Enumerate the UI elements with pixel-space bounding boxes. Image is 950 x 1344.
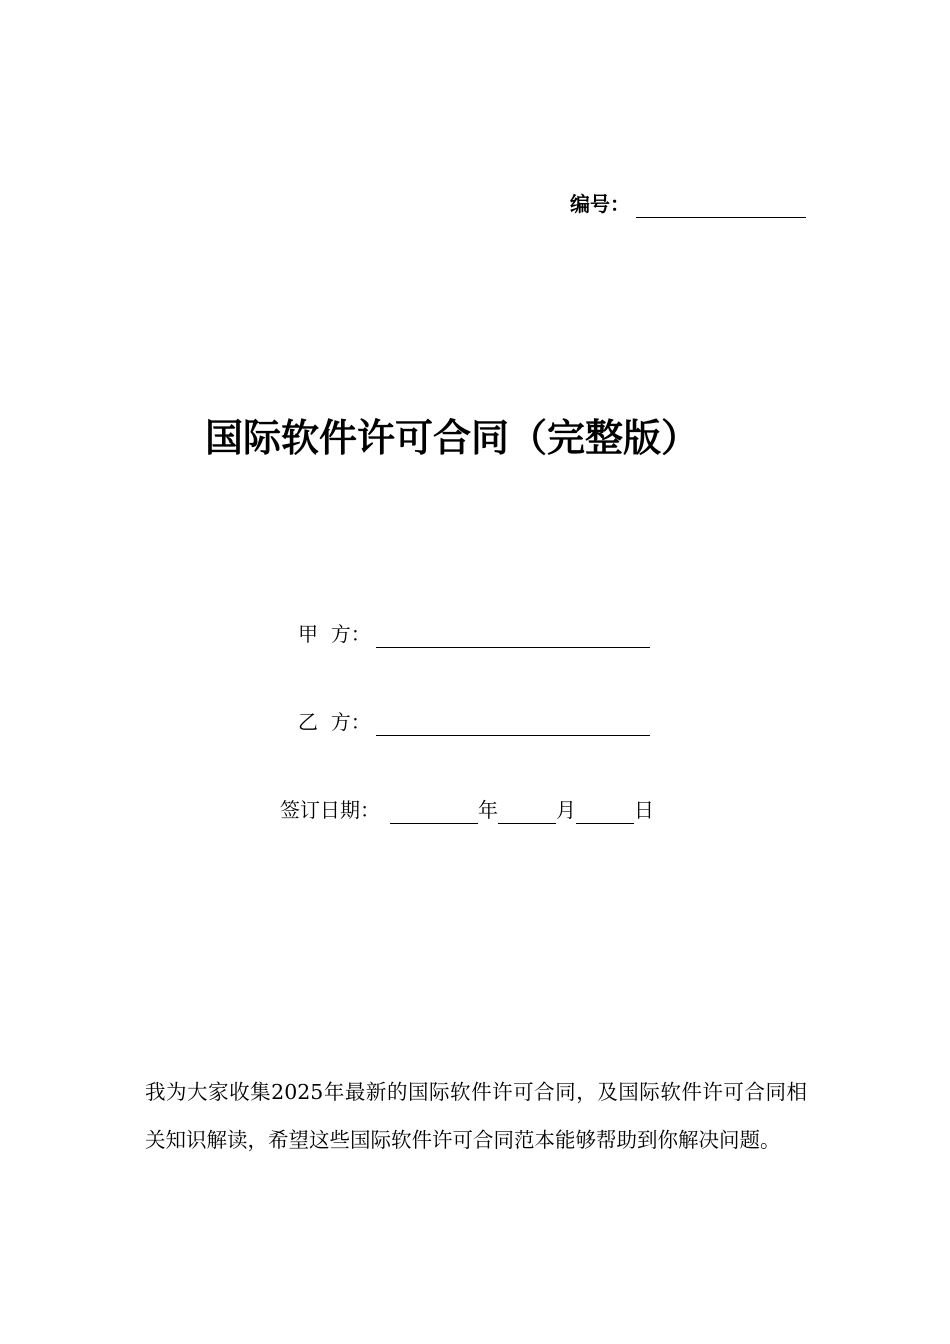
document-title: 国际软件许可合同（完整版） [205, 416, 700, 460]
document-code-row [570, 190, 806, 218]
signing-month-label: 月 [556, 798, 576, 822]
party-a-blank [376, 625, 650, 648]
party-b-row [298, 708, 650, 736]
signing-day-label: 日 [634, 798, 654, 822]
signing-date-label: 签订日期： [280, 798, 380, 822]
signing-year-label: 年 [478, 798, 498, 822]
party-b-blank [376, 713, 650, 736]
intro-paragraph: 我为大家收集2025年最新的国际软件许可合同，及国际软件许可合同相关知识解读，希望这些国际软件许可合同范本能够帮助到你解决问题。 [145, 1080, 807, 1152]
document-code-label: 编号： [570, 192, 630, 216]
signing-month-blank [498, 801, 556, 824]
party-a-row [298, 620, 650, 648]
document-code-blank [636, 193, 806, 218]
party-a-label: 甲 方： [298, 622, 371, 646]
signing-date-row [280, 796, 654, 824]
signing-day-blank [576, 801, 634, 824]
party-b-label: 乙 方： [298, 710, 371, 734]
signing-year-blank [390, 801, 478, 824]
